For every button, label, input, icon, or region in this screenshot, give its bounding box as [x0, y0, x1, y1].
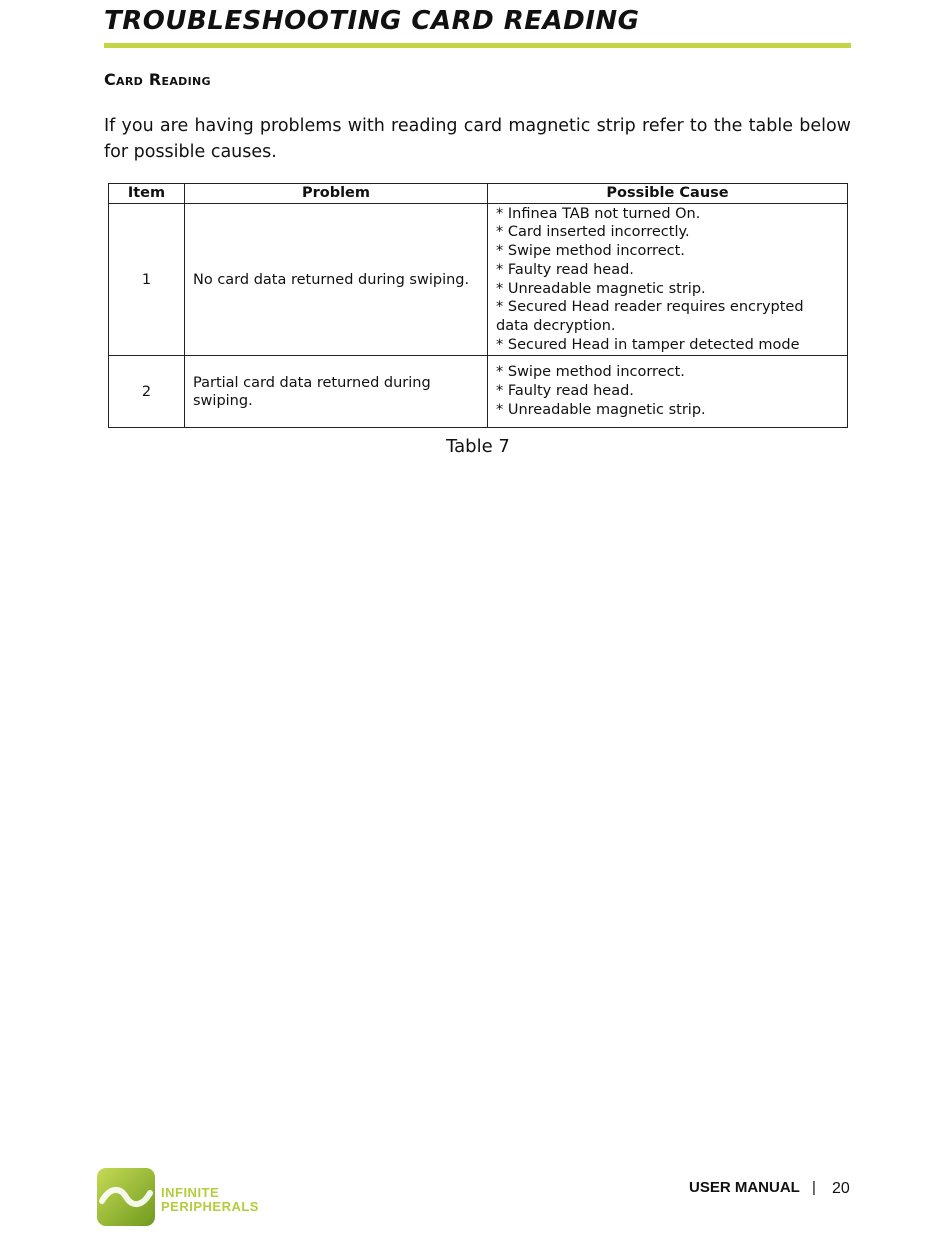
table-header-row: [109, 184, 848, 204]
brand-wordmark: [161, 1186, 259, 1213]
table-row: [109, 356, 848, 428]
section-heading: Card Reading: [104, 70, 211, 89]
cause-item: * Secured Head in tamper detected mode: [496, 336, 800, 353]
brand-line-1: INFINITE: [161, 1185, 220, 1200]
troubleshooting-table: [108, 183, 848, 428]
cause-cell: [488, 356, 848, 428]
cause-item: * Swipe method incorrect.: [496, 243, 685, 260]
item-cell: 1: [109, 204, 185, 356]
column-header-problem: Problem: [185, 184, 488, 204]
cause-item: * Unreadable magnetic strip.: [496, 280, 706, 297]
cause-item: * Swipe method incorrect.: [496, 364, 685, 381]
column-header-item: Item: [109, 184, 185, 204]
cause-item: * Faulty read head.: [496, 261, 634, 278]
table-caption: Table 7: [446, 436, 510, 457]
brand-line-2: PERIPHERALS: [161, 1198, 259, 1214]
title-underline: [104, 43, 851, 48]
problem-cell: Partial card data returned during swiping.: [185, 356, 488, 428]
cause-item: * Unreadable magnetic strip.: [496, 401, 706, 418]
page-number: 20: [832, 1180, 850, 1197]
footer-user-manual-label: USER MANUAL: [689, 1179, 800, 1196]
cause-item: * Infinea TAB not turned On.: [496, 205, 701, 222]
footer-separator: |: [812, 1179, 816, 1196]
intro-paragraph: If you are having problems with reading card magnetic strip refer to the table below for possible causes.: [104, 116, 851, 162]
cause-item: * Faulty read head.: [496, 383, 634, 400]
column-header-possible-cause: Possible Cause: [488, 184, 848, 204]
cause-cell: [488, 204, 848, 356]
infinite-peripherals-logo-icon: [96, 1167, 156, 1227]
item-cell: 2: [109, 356, 185, 428]
cause-item: * Secured Head reader requires encrypted data decryption.: [496, 299, 804, 334]
cause-item: * Card inserted incorrectly.: [496, 224, 690, 241]
table-row: [109, 204, 848, 356]
problem-cell: No card data returned during swiping.: [185, 204, 488, 356]
page-title: TROUBLESHOOTING CARD READING: [104, 6, 640, 36]
